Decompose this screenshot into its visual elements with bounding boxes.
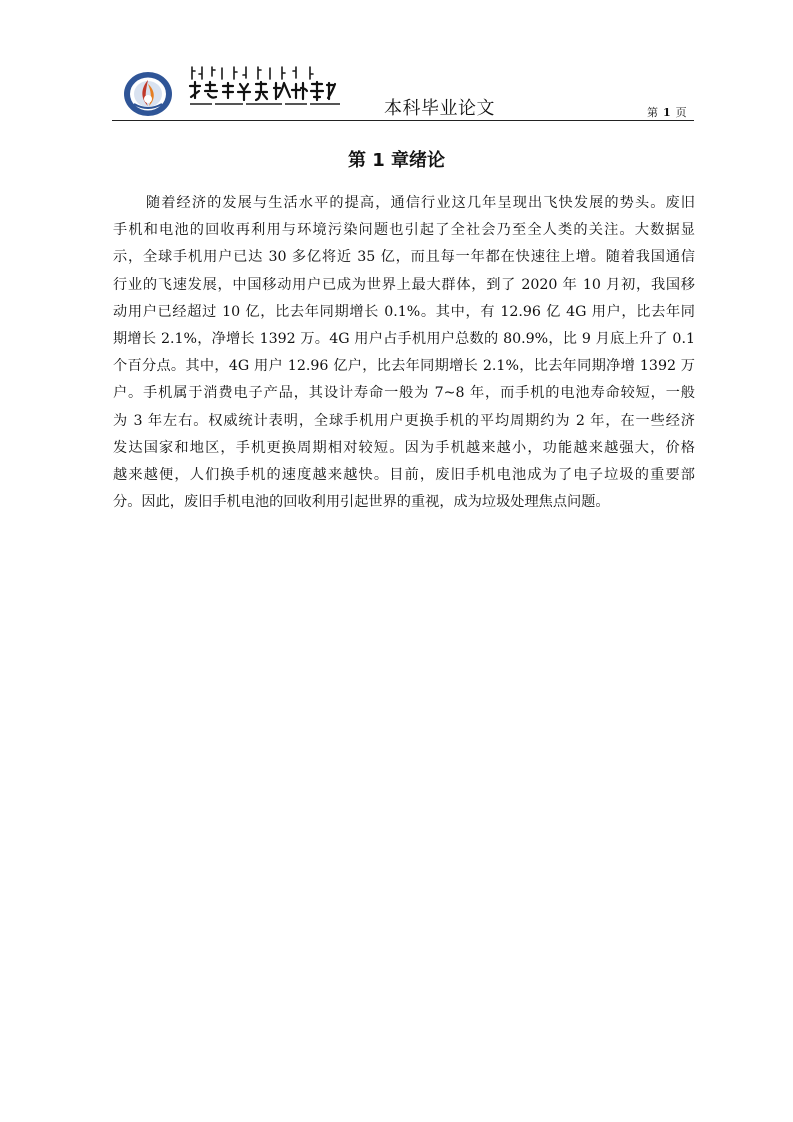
body-paragraph <box>113 190 695 516</box>
paragraph-line: 示，全球手机用户已达 30 多亿将近 35 亿，而且每一年都在快速往上增。随着我国通信 <box>113 249 695 266</box>
university-emblem-icon <box>122 70 174 118</box>
paragraph-line: 个百分点。其中，4G 用户 12.96 亿户，比去年同期增长 2.1%，比去年同期净增 1392 万 <box>113 358 695 375</box>
paragraph-line: 分。因此，废旧手机电池的回收利用引起世界的重视，成为垃圾处理焦点问题。 <box>113 494 610 511</box>
paragraph-line: 期增长 2.1%，净增长 1392 万。4G 用户占手机用户总数的 80.9%，比 9 月底上升了 0.1 <box>113 330 695 347</box>
page-number-label <box>647 104 688 120</box>
paragraph-line: 随着经济的发展与生活水平的提高，通信行业这几年呈现出飞快发展的势头。废旧 <box>146 195 695 211</box>
page-suffix: 页 <box>675 106 688 119</box>
mongolian-script-wordmark <box>188 66 338 80</box>
thesis-type-label: 本科毕业论文 <box>384 98 495 119</box>
page-number: 1 <box>663 106 672 119</box>
paragraph-line: 手机和电池的回收再利用与环境污染问题也引起了全社会乃至全人类的关注。大数据显 <box>113 222 695 239</box>
paragraph-line: 户。手机属于消费电子产品，其设计寿命一般为 7~8 年，而手机的电池寿命较短，一般 <box>113 385 695 402</box>
institution-calligraphy-wordmark <box>188 80 338 102</box>
chapter-title: 第 1 章绪论 <box>347 150 446 171</box>
institution-english-line <box>190 102 340 106</box>
header-divider <box>112 120 694 121</box>
page-prefix: 第 <box>647 106 659 119</box>
paragraph-line: 为 3 年左右。权威统计表明，全球手机用户更换手机的平均周期约为 2 年，在一些经济 <box>113 412 695 429</box>
paragraph-line: 发达国家和地区，手机更换周期相对较短。因为手机越来越小，功能越来越强大，价格 <box>113 439 695 456</box>
paragraph-line: 行业的飞速发展，中国移动用户已成为世界上最大群体，到了 2020 年 10 月初，我国移 <box>113 276 695 293</box>
paragraph-line: 越来越便，人们换手机的速度越来越快。目前，废旧手机电池成为了电子垃圾的重要部 <box>113 466 695 483</box>
page-header <box>112 58 694 122</box>
paragraph-line: 动用户已经超过 10 亿，比去年同期增长 0.1%。其中，有 12.96 亿 4G 用户，比去年同 <box>113 303 695 320</box>
